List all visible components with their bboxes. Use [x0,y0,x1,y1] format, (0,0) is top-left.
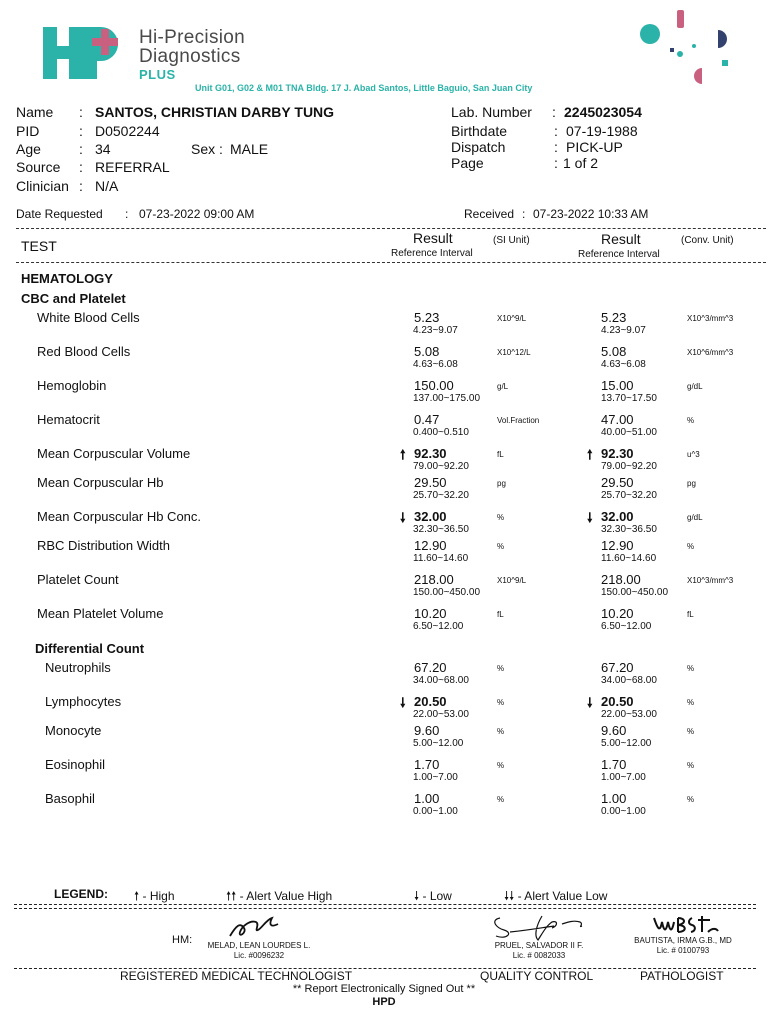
si-reference: 0.400~0.510 [413,427,469,438]
si-reference: 34.00~68.00 [413,675,469,686]
colon: : [554,139,558,155]
test-name: White Blood Cells [37,310,140,325]
conv-unit: % [687,795,695,804]
test-name: Mean Corpuscular Hb Conc. [37,509,202,524]
pathologist-license: Lic. # 0100793 [656,946,710,955]
si-result: 218.00 [414,572,454,587]
si-reference: 11.60~14.60 [413,553,469,564]
sex-label: Sex : [191,141,223,157]
arrow-down-icon: 🠗 [400,695,406,710]
conv-result: 5.08 [601,344,627,359]
conv-unit: u^3 [687,450,700,459]
si-unit: g/L [497,382,509,391]
conv-result: 92.30 [601,446,634,461]
si-result: 5.23 [414,310,440,325]
si-unit: % [497,698,505,707]
conv-reference: 79.00~92.20 [601,461,657,472]
si-unit: X10^9/L [497,314,527,323]
test-name: Lymphocytes [45,694,122,709]
conv-result: 32.00 [601,509,634,524]
si-reference: 150.00~450.00 [413,587,481,598]
conv-reference: 150.00~450.00 [601,587,669,598]
date-requested: 07-23-2022 09:00 AM [139,207,255,221]
pid-label: PID [16,123,40,139]
si-result: 0.47 [414,412,440,427]
qc-license: Lic. # 0082033 [512,951,566,960]
si-unit: % [497,795,505,804]
conv-result: 15.00 [601,378,634,393]
conv-reference: 4.23~9.07 [601,325,646,336]
date-received: 07-23-2022 10:33 AM [533,207,649,221]
conv-unit: pg [687,479,696,488]
colon: : [125,207,129,221]
divider [16,228,766,229]
si-reference: 137.00~175.00 [413,393,481,404]
medtech-title: REGISTERED MEDICAL TECHNOLOGIST [120,969,353,983]
conv-unit: % [687,664,695,673]
brand-line-1: Hi-Precision [139,27,246,48]
conv-result: 9.60 [601,723,627,738]
si-result: 150.00 [414,378,454,393]
si-ref-header: Reference Interval [391,248,473,259]
company-address: Unit G01, G02 & M01 TNA Bldg. 17 J. Abad Santos, Little Baguio, San Juan City [195,83,533,93]
patient-pid: D0502244 [95,123,160,139]
test-name: Eosinophil [45,757,105,772]
conv-result: 218.00 [601,572,641,587]
conv-unit: % [687,761,695,770]
colon: : [552,104,556,120]
hm-label: HM: [172,934,193,946]
si-result: 10.20 [414,606,447,621]
si-result: 20.50 [414,694,447,709]
test-name: Mean Platelet Volume [37,606,164,621]
si-result: 32.00 [414,509,447,524]
conv-unit: X10^3/mm^3 [687,314,734,323]
test-name: Platelet Count [37,572,119,587]
brand-line-2: Diagnostics [139,46,241,67]
conv-result: 20.50 [601,694,634,709]
si-reference: 4.23~9.07 [413,325,458,336]
conv-reference: 34.00~68.00 [601,675,657,686]
age-label: Age [16,141,41,157]
conv-unit: % [687,727,695,736]
arrow-down-icon: 🠗 [587,695,593,710]
divider [16,262,766,263]
arrow-down-icon: 🠗 [587,510,593,525]
arrow-down-icon: 🠗 [400,510,406,525]
qc-name: PRUEL, SALVADOR II F. [494,941,584,950]
si-result-header: Result [413,230,453,246]
si-reference: 5.00~12.00 [413,738,464,749]
double-arrow-up-icon: 🠕🠕 [226,889,237,903]
date-requested-label: Date Requested [16,207,103,221]
colon: : [554,123,558,139]
si-unit: X10^9/L [497,576,527,585]
conv-reference: 13.70~17.50 [601,393,657,404]
si-result: 92.30 [414,446,447,461]
conv-result: 5.23 [601,310,627,325]
patient-source: REFERRAL [95,159,170,175]
conv-reference: 4.63~6.08 [601,359,646,370]
section-cbc: CBC and Platelet [21,291,126,306]
page-label: Page [451,155,484,171]
conv-unit: g/dL [687,382,703,391]
si-result: 12.90 [414,538,447,553]
test-name: Mean Corpuscular Volume [37,446,191,461]
conv-unit: X10^6/mm^3 [687,348,734,357]
test-name: Hematocrit [37,412,100,427]
conv-unit: % [687,698,695,707]
si-result: 1.00 [414,791,440,806]
brand-line-3: PLUS [139,67,176,82]
pathologist-title: PATHOLOGIST [640,969,724,983]
colon: : [554,155,558,171]
birthdate: 07-19-1988 [566,123,638,139]
colon: : [79,104,83,120]
si-result: 1.70 [414,757,440,772]
legend-low-text: - Low [422,889,452,903]
test-name: Basophil [45,791,95,806]
colon: : [79,178,83,194]
si-result: 29.50 [414,475,447,490]
test-name: Red Blood Cells [37,344,131,359]
double-divider [14,904,756,909]
conv-unit: g/dL [687,513,703,522]
medtech-signature [226,914,282,944]
si-unit: % [497,727,505,736]
si-unit: fL [497,450,504,459]
conv-reference: 25.70~32.20 [601,490,657,501]
si-unit: X10^12/L [497,348,531,357]
si-reference: 22.00~53.00 [413,709,469,720]
si-reference: 32.30~36.50 [413,524,469,535]
conv-result: 1.70 [601,757,627,772]
colon: : [79,159,83,175]
si-unit-header: (SI Unit) [493,235,530,246]
si-unit: Vol.Fraction [497,416,540,425]
si-reference: 1.00~7.00 [413,772,458,783]
conv-unit: fL [687,610,694,619]
conv-result: 47.00 [601,412,634,427]
conv-reference: 32.30~36.50 [601,524,657,535]
colon: : [79,123,83,139]
conv-ref-header: Reference Interval [578,249,660,260]
patient-clinician: N/A [95,178,119,194]
source-label: Source [16,159,61,175]
section-hematology: HEMATOLOGY [21,271,113,286]
si-result: 5.08 [414,344,440,359]
conv-unit-header: (Conv. Unit) [681,235,734,246]
lab-number: 2245023054 [564,104,642,120]
si-reference: 4.63~6.08 [413,359,458,370]
test-name: RBC Distribution Width [37,538,170,553]
si-reference: 79.00~92.20 [413,461,469,472]
medtech-license: Lic. #0096232 [233,951,285,960]
name-label: Name [16,104,54,120]
si-unit: % [497,664,505,673]
conv-result: 10.20 [601,606,634,621]
dispatch-label: Dispatch [451,139,506,155]
patient-sex: MALE [230,141,269,157]
si-result: 67.20 [414,660,447,675]
page-number: 1 of 2 [563,155,599,171]
si-unit: % [497,542,505,551]
conv-reference: 0.00~1.00 [601,806,646,817]
colon: : [522,207,526,221]
si-unit: fL [497,610,504,619]
conv-result: 1.00 [601,791,627,806]
test-name: Hemoglobin [37,378,107,393]
arrow-up-icon: 🠕 [400,447,406,462]
medtech-name: MELAD, LEAN LOURDES L. [207,941,311,950]
si-reference: 0.00~1.00 [413,806,458,817]
si-unit: pg [497,479,506,488]
conv-reference: 22.00~53.00 [601,709,657,720]
si-result: 9.60 [414,723,440,738]
test-name: Neutrophils [45,660,111,675]
double-arrow-down-icon: 🠗🠗 [504,889,515,903]
clinician-label: Clinician [16,178,69,194]
lab-number-label: Lab. Number [451,104,532,120]
test-column-header: TEST [21,238,57,254]
si-reference: 25.70~32.20 [413,490,469,501]
qc-signature [490,910,590,944]
legend-title: LEGEND: [54,887,108,901]
si-reference: 6.50~12.00 [413,621,464,632]
conv-unit: % [687,542,695,551]
conv-reference: 1.00~7.00 [601,772,646,783]
conv-unit: % [687,416,695,425]
legend-alert-low-text: - Alert Value Low [517,889,608,903]
qc-title: QUALITY CONTROL [480,969,594,983]
signed-note: ** Report Electronically Signed Out ** [292,983,476,995]
received-label: Received [464,207,515,221]
colon: : [79,141,83,157]
conv-result: 12.90 [601,538,634,553]
conv-result: 29.50 [601,475,634,490]
section-differential: Differential Count [35,641,145,656]
legend-alert-high-text: - Alert Value High [239,889,333,903]
dispatch: PICK-UP [566,139,623,155]
arrow-up-icon: 🠕 [134,889,140,903]
conv-unit: X10^3/mm^3 [687,576,734,585]
conv-reference: 6.50~12.00 [601,621,652,632]
arrow-up-icon: 🠕 [587,447,593,462]
si-unit: % [497,513,505,522]
patient-age: 34 [95,141,111,157]
test-name: Monocyte [45,723,102,738]
birthdate-label: Birthdate [451,123,508,139]
legend-high-text: - High [142,889,175,903]
pathologist-name: BAUTISTA, IRMA G.B., MD [634,936,732,945]
test-name: Mean Corpuscular Hb [37,475,164,490]
si-unit: % [497,761,505,770]
conv-result: 67.20 [601,660,634,675]
conv-reference: 11.60~14.60 [601,553,657,564]
decorative-shapes [630,8,740,88]
conv-reference: 5.00~12.00 [601,738,652,749]
patient-name: SANTOS, CHRISTIAN DARBY TUNG [95,104,335,120]
company-logo [43,27,123,79]
footer-code: HPD [372,996,396,1008]
conv-reference: 40.00~51.00 [601,427,657,438]
conv-result-header: Result [601,231,641,247]
pathologist-signature [650,914,720,936]
arrow-down-icon: 🠗 [414,889,420,903]
